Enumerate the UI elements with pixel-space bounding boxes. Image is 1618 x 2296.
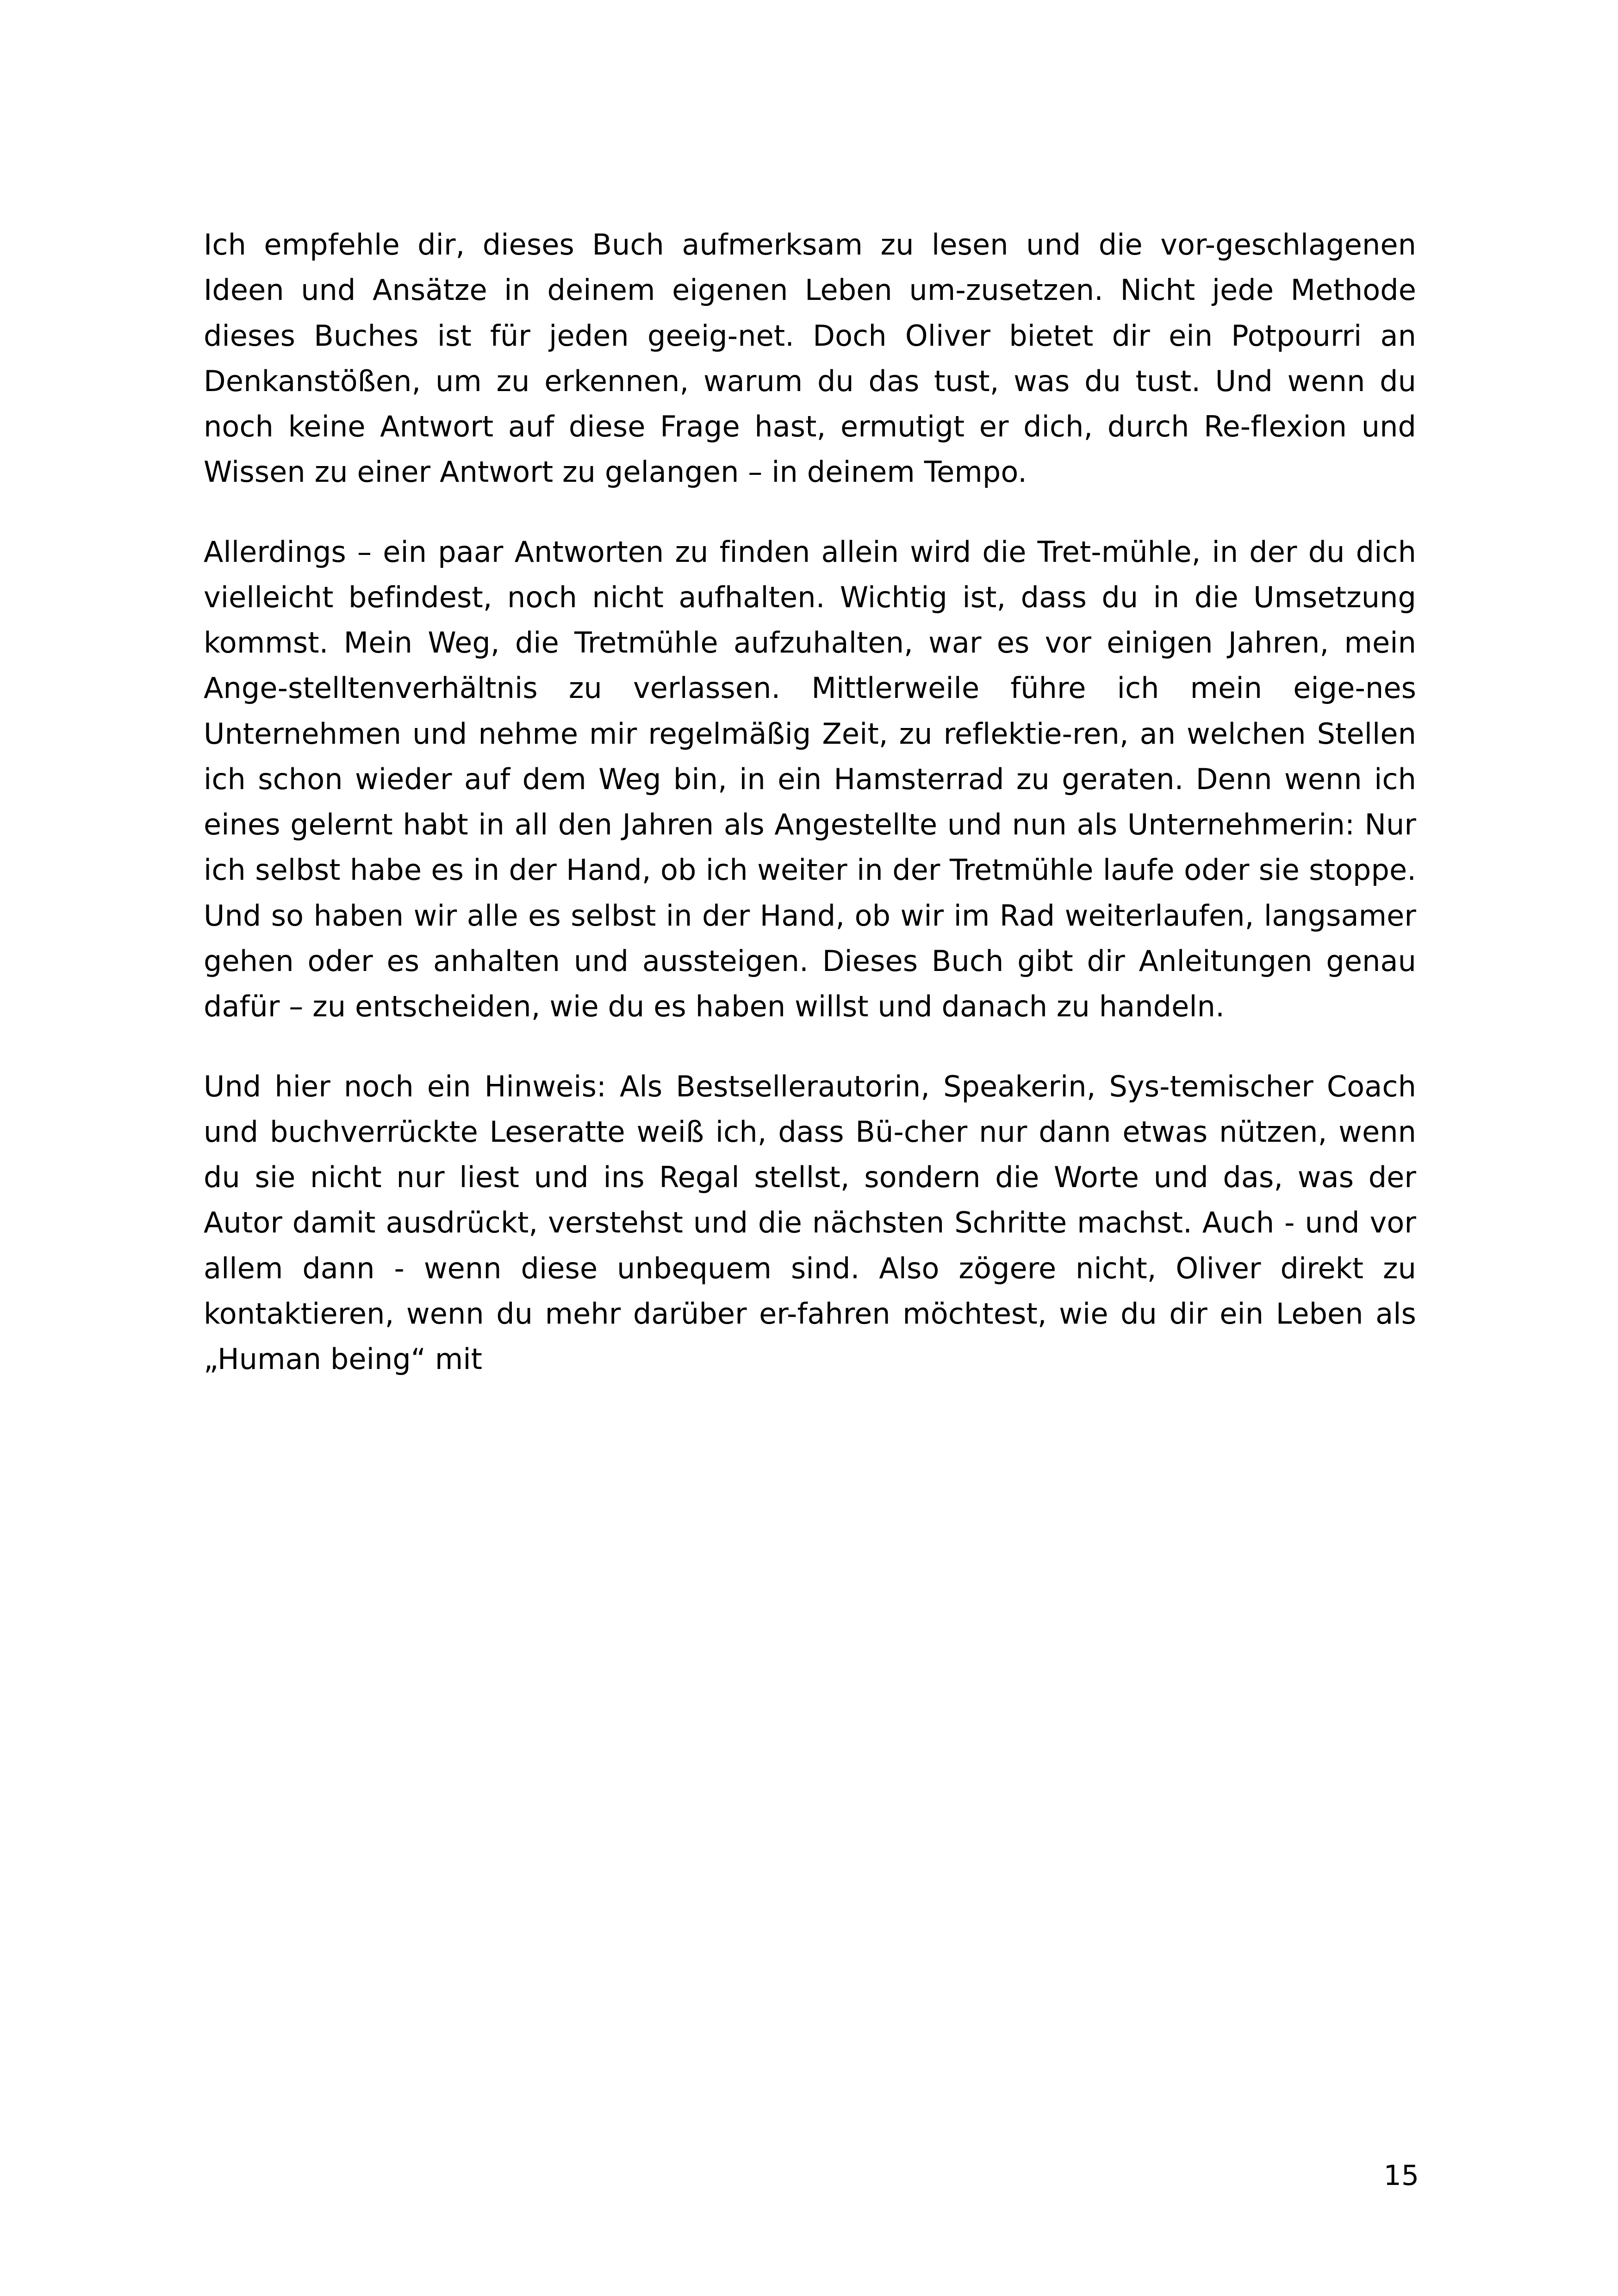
paragraph: Ich empfehle dir, dieses Buch aufmerksam zu lesen und die vor-geschlagenen Ideen und Ansätze in deinem eigenen Leben um-zusetzen. Nicht jede Methode dieses Buches ist für jeden geeig-net. Doch Oliver bietet dir ein Potpourri an Denkanstößen, um zu erkennen, warum du das tust, was du tust. Und wenn du noch keine Antwort auf diese Frage hast, ermutigt er dich, durch Re-flexion und Wissen zu einer Antwort zu gelangen – in deinem Tempo. xyxy=(204,228,1416,489)
paragraph: Allerdings – ein paar Antworten zu finden allein wird die Tret-mühle, in der du dich vielleicht befindest, noch nicht aufhalten. Wichtig ist, dass du in die Umsetzung kommst. Mein Weg, die Tretmühle aufzuhalten, war es vor einigen Jahren, mein Ange-stelltenverhältnis zu verlassen. Mittlerweile führe ich mein eige-nes Unternehmen und nehme mir regelmäßig Zeit, zu reflektie-ren, an welchen Stellen ich schon wieder auf dem Weg bin, in ein Hamsterrad zu geraten. Denn wenn ich eines gelernt habt in all den Jahren als Angestellte und nun als Unternehmerin: Nur ich selbst habe es in der Hand, ob ich weiter in der Tretmühle laufe oder sie stoppe. Und so haben wir alle es selbst in der Hand, ob wir im Rad weiterlaufen, langsamer gehen oder es anhalten und aussteigen. Dieses Buch gibt dir Anleitungen genau dafür – zu entscheiden, wie du es haben willst und danach zu handeln. xyxy=(204,535,1416,1024)
paragraph: Und hier noch ein Hinweis: Als Bestsellerautorin, Speakerin, Sys-temischer Coach und buchverrückte Leseratte weiß ich, dass Bü-cher nur dann etwas nützen, wenn du sie nicht nur liest und ins Regal stellst, sondern die Worte und das, was der Autor damit ausdrückt, verstehst und die nächsten Schritte machst. Auch - und vor allem dann - wenn diese unbequem sind. Also zögere nicht, Oliver direkt zu kontaktieren, wenn du mehr darüber er-fahren möchtest, wie du dir ein Leben als „Human being“ mit xyxy=(204,1069,1416,1376)
page-body xyxy=(204,222,1416,1382)
page-number: 15 xyxy=(1383,2159,1419,2192)
